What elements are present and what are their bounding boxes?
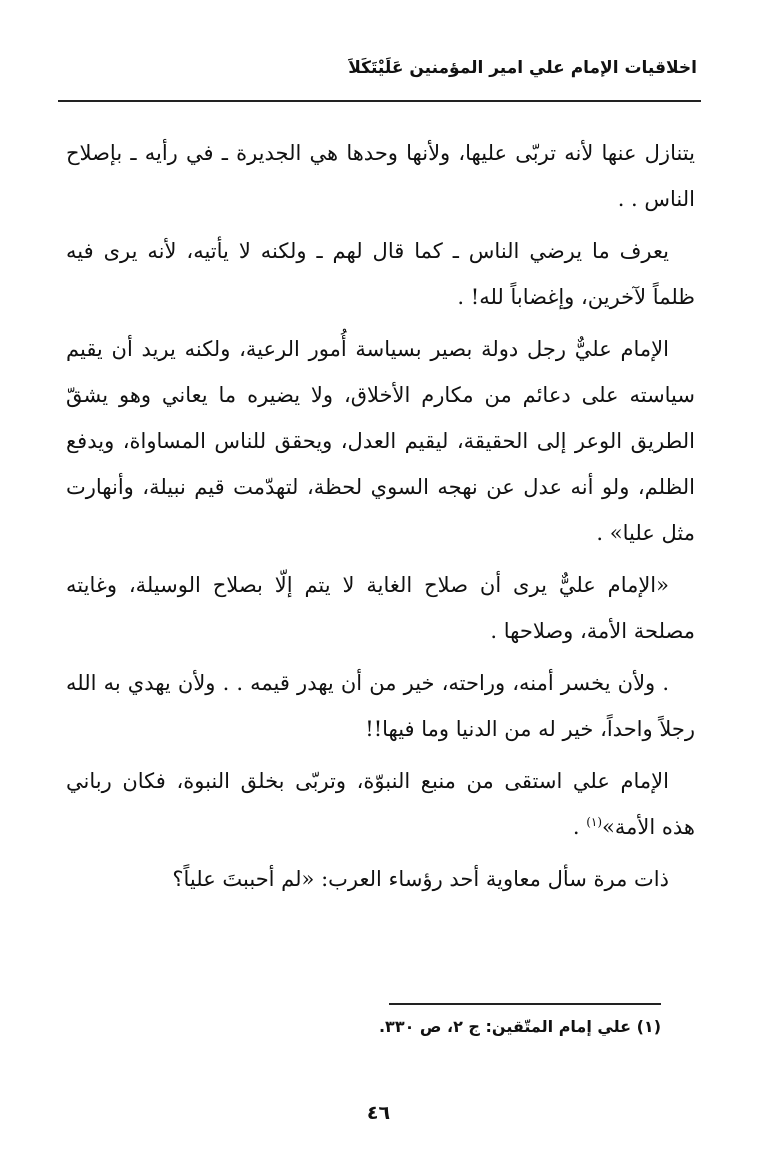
header-divider — [58, 100, 701, 102]
paragraph-1: يتنازل عنها لأنه تربّى عليها، ولأنها وحدها هي الجديرة ـ في رأيه ـ بإصلاح الناس . . — [66, 141, 695, 211]
body-text — [66, 130, 695, 908]
footnote-divider — [389, 1003, 661, 1005]
paragraph-6 — [66, 758, 695, 850]
paragraph-6-end: . — [572, 815, 587, 839]
footnote-reference: (١) — [586, 815, 603, 829]
page-number: ٤٦ — [366, 1102, 391, 1124]
footnote: (١) علي إمام المتّقين: ج ٢، ص ٣٣٠. — [378, 1017, 661, 1036]
paragraph-5: . ولأن يخسر أمنه، وراحته، خير من أن يهدر قيمه . . ولأن يهدي به الله رجلاً واحداً، خير له من الدنيا وما فيها!! — [66, 671, 695, 741]
paragraph-4: «الإمام عليٌّ يرى أن صلاح الغاية لا يتم إلّا بصلاح الوسيلة، وغايته مصلحة الأمة، وصلاحها . — [66, 573, 695, 643]
paragraph-2: يعرف ما يرضي الناس ـ كما قال لهم ـ ولكنه لا يأتيه، لأنه يرى فيه ظلماً لآخرين، وإغضاباً لله! . — [66, 239, 695, 309]
paragraph-3: الإمام عليٌّ رجل دولة بصير بسياسة أُمور الرعية، ولكنه يريد أن يقيم سياسته على دعائم من مكارم الأخلاق، ولا يضيره ما يعاني وهو يشقّ الطريق الوعر إلى الحقيقة، ليقيم العدل، ويحقق للناس المساواة، ويدفع الظلم، ولو أنه عدل عن نهجه السوي لحظة، لتهدّمت قيم نبيلة، وأنهارت مثل عليا» . — [66, 337, 695, 545]
paragraph-7: ذات مرة سأل معاوية أحد رؤساء العرب: «لم أحببتَ علياً؟ — [172, 867, 669, 891]
running-header: اخلاقيات الإمام علي امير المؤمنين عَلَيْتَكَلاَ — [348, 58, 697, 78]
paragraph-6-text: الإمام علي استقى من منبع النبوّة، وتربّى بخلق النبوة، فكان رباني هذه الأمة» — [66, 769, 695, 839]
